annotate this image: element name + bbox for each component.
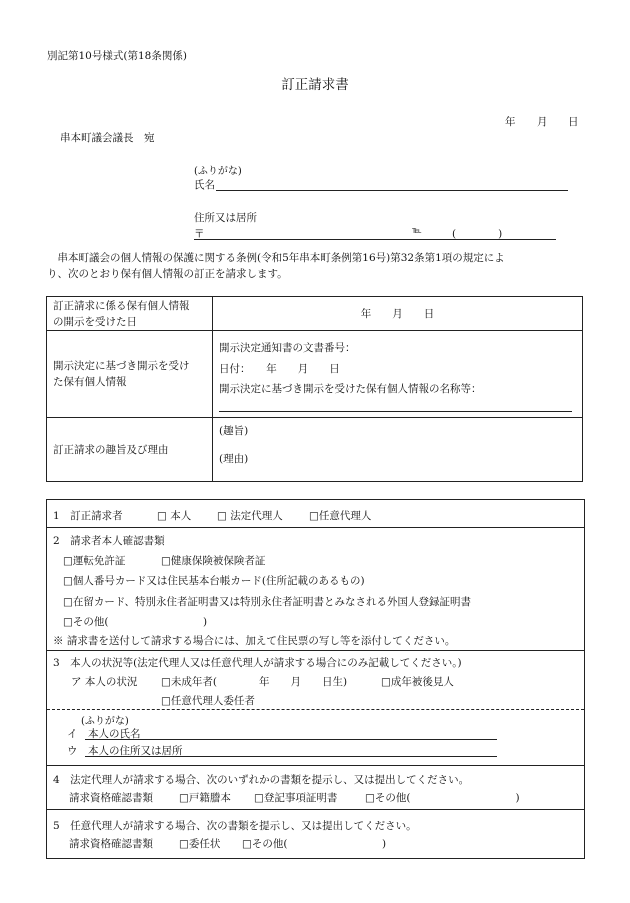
divider — [47, 809, 584, 810]
principal-address-field[interactable] — [85, 756, 497, 757]
principal-furigana-label: (ふりがな) — [81, 716, 129, 727]
section4-label: 4 法定代理人が請求する場合、次のいずれかの書類を提示し、又は提出してください。 — [53, 774, 470, 786]
mail-note: ※ 請求書を送付して請求する場合には、加えて住民票の写し等を添付してください。 — [53, 635, 456, 647]
principal-name-field[interactable] — [85, 739, 497, 740]
requester-details-box — [46, 499, 585, 859]
section4-other-checkbox[interactable]: □その他( ) — [365, 792, 520, 804]
applicant-address-label: 住所又は居所 — [194, 212, 257, 224]
purpose-reason-label: 訂正請求の趣旨及び理由 — [47, 418, 213, 482]
principal-name-label: イ 本人の氏名 — [67, 728, 141, 740]
delegator-checkbox[interactable]: □任意代理人委任者 — [161, 695, 255, 707]
dashed-divider — [47, 709, 584, 710]
reason-label: (理由) — [219, 453, 249, 465]
residence-card-checkbox[interactable]: □在留カード、特別永住者証明書又は特別永住者証明書とみなされる外国人登録証明書 — [63, 596, 471, 608]
tel-paren[interactable]: ( ) — [452, 228, 503, 240]
family-register-checkbox[interactable]: □戸籍謄本 — [179, 792, 231, 804]
drivers-license-checkbox[interactable]: □運転免許証 — [63, 555, 126, 567]
disclosed-info-label-line1: 開示決定に基づき開示を受け — [53, 360, 190, 372]
section2-label: 2 請求者本人確認書類 — [53, 535, 165, 547]
date-day[interactable]: 日 — [568, 116, 579, 128]
applicant-furigana-label: (ふりがな) — [194, 166, 242, 177]
intro-line-2: り、次のとおり保有個人情報の訂正を請求します。 — [47, 268, 288, 280]
disclosure-date-label-line2: の開示を受けた日 — [53, 315, 137, 328]
section3-label: 3 本人の状況等(法定代理人又は任意代理人が請求する場合にのみ記載してください。) — [53, 657, 462, 669]
info-name-label: 開示決定に基づき開示を受けた保有個人情報の名称等： — [219, 383, 482, 395]
my-number-card-checkbox[interactable]: □個人番号カード又は住民基本台帳カード(住所記載のあるもの) — [63, 575, 365, 587]
section5-other-checkbox[interactable]: □その他( ) — [242, 838, 387, 850]
divider — [47, 650, 584, 651]
tel-label: ℡ — [412, 226, 422, 236]
disclosed-info-cell[interactable] — [213, 331, 583, 418]
disclosure-date-label — [47, 297, 213, 331]
section5-docs-label: 請求資格確認書類 — [69, 838, 153, 850]
section1-label: 1 訂正請求者 — [53, 510, 123, 522]
adult-ward-checkbox[interactable]: □成年被後見人 — [381, 676, 454, 688]
applicant-name-field[interactable] — [216, 190, 568, 191]
purpose-label: (趣旨) — [219, 425, 249, 437]
principal-status-label: ア 本人の状況 — [71, 676, 138, 688]
date-month[interactable]: 月 — [537, 116, 548, 128]
requester-self-checkbox[interactable]: □ 本人 — [157, 510, 192, 522]
requester-legal-agent-checkbox[interactable]: □ 法定代理人 — [217, 510, 283, 522]
divider — [47, 527, 584, 528]
principal-address-label: ウ 本人の住所又は居所 — [67, 745, 183, 757]
disclosure-date-label-line1: 訂正請求に係る保有個人情報 — [53, 299, 190, 312]
other-id-checkbox[interactable]: □その他( ) — [63, 616, 208, 628]
form-reference: 別記第10号様式(第18条関係) — [47, 50, 187, 62]
disclosed-info-label-line2: た保有個人情報 — [53, 376, 127, 388]
disclosed-info-label — [47, 331, 213, 418]
disclosure-table — [46, 296, 583, 482]
divider — [47, 765, 584, 766]
section5-label: 5 任意代理人が請求する場合、次の書類を提示し、又は提出してください。 — [53, 820, 417, 832]
applicant-name-label: 氏名 — [194, 179, 215, 191]
info-name-field[interactable] — [219, 399, 572, 412]
notice-date-label: 日付： 年 月 日 — [219, 363, 340, 375]
registry-certificate-checkbox[interactable]: □登記事項証明書 — [254, 792, 338, 804]
health-insurance-checkbox[interactable]: □健康保険被保険者証 — [161, 555, 266, 567]
document-number-label: 開示決定通知書の文書番号： — [219, 342, 356, 354]
intro-line-1: 串本町議会の個人情報の保護に関する条例(令和5年串本町条例第16号)第32条第1項の規定によ — [47, 252, 505, 264]
date-year[interactable]: 年 — [505, 116, 516, 128]
addressee: 串本町議会議長 宛 — [60, 132, 155, 144]
minor-checkbox[interactable]: □未成年者( 年 月 日生) — [161, 676, 348, 688]
power-of-attorney-checkbox[interactable]: □委任状 — [179, 838, 221, 850]
disclosure-date-field[interactable]: 年 月 日 — [213, 297, 583, 331]
page-title: 訂正請求書 — [281, 77, 349, 93]
purpose-reason-cell[interactable] — [213, 418, 583, 482]
section4-docs-label: 請求資格確認書類 — [69, 792, 153, 804]
requester-voluntary-agent-checkbox[interactable]: □任意代理人 — [309, 510, 372, 522]
postal-mark: 〒 — [194, 228, 205, 240]
